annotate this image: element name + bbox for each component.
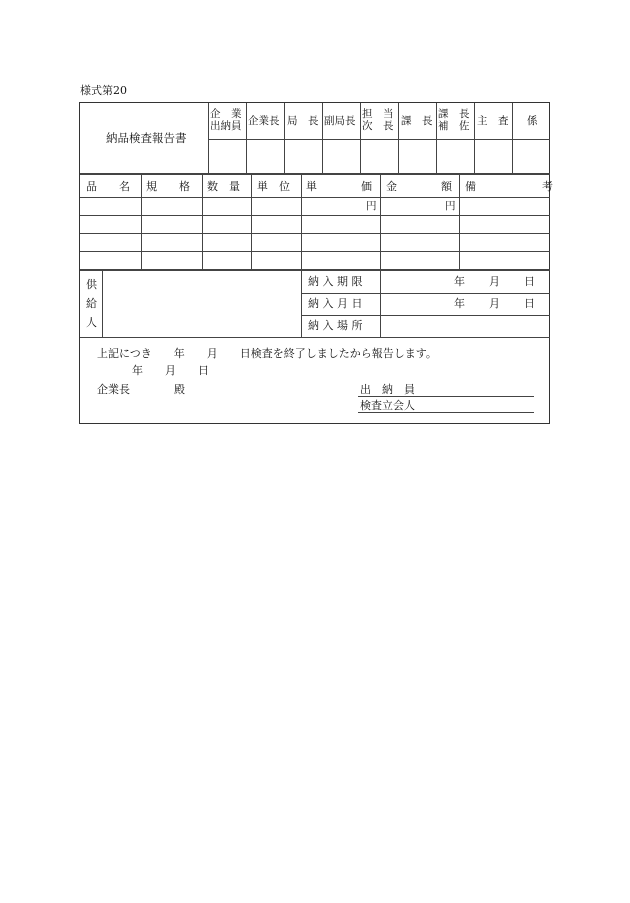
approval-label: 企 業 [210,108,242,120]
delivery-deadline-label: 納 入 期 限 [308,275,363,288]
date-day: 日 [524,297,535,310]
approval-label: 担 当 [362,108,394,120]
divider [208,103,209,173]
witness-signature-line [358,412,534,413]
supplier-label: 供 [86,278,97,291]
col-header-spec: 規 格 [146,180,190,193]
section-divider [80,173,550,175]
divider [208,139,550,140]
witness-label: 検査立会人 [360,399,415,412]
form-number: 様式第20 [80,84,127,97]
approval-label: 局 長 [287,115,319,127]
approval-label: 副局長 [324,115,356,127]
price-unit-yen: 円 [366,200,377,212]
approval-label: 課 長 [401,115,433,127]
col-header-qty: 数 量 [207,180,240,193]
col-header-unit: 単 位 [257,180,290,193]
approval-label: 課 長 [438,108,470,120]
col-header-amount: 金 額 [386,180,452,193]
report-addressee: 企業長 殿 [97,383,185,396]
delivery-date-label: 納 入 月 日 [308,297,363,310]
cashier-label: 出 納 員 [360,383,415,396]
approval-label: 補 佐 [438,120,470,132]
approval-label: 係 [527,115,538,127]
form-title: 納品検査報告書 [106,131,187,145]
supplier-label: 給 [86,297,97,310]
col-header-item: 品 名 [86,180,130,193]
supplier-label: 人 [86,316,97,329]
col-header-remarks: 備 考 [465,180,553,193]
approval-label: 出納員 [210,120,242,132]
deadline-year: 年 [454,275,465,288]
approval-label: 主 査 [477,115,509,127]
cashier-signature-line [358,396,534,397]
col-header-price: 単 価 [306,180,372,193]
section-divider [80,269,550,271]
date-year: 年 [454,297,465,310]
deadline-day: 日 [524,275,535,288]
amount-unit-yen: 円 [445,200,456,212]
date-month: 月 [489,297,500,310]
approval-label: 次 長 [362,120,394,132]
delivery-place-label: 納 入 場 所 [308,319,363,332]
deadline-month: 月 [489,275,500,288]
report-date: 年 月 日 [132,364,209,377]
report-sheet [79,102,553,424]
report-sentence: 上記につき 年 月 日検査を終了しましたから報告します。 [97,347,437,360]
approval-label: 企業長 [248,115,280,127]
